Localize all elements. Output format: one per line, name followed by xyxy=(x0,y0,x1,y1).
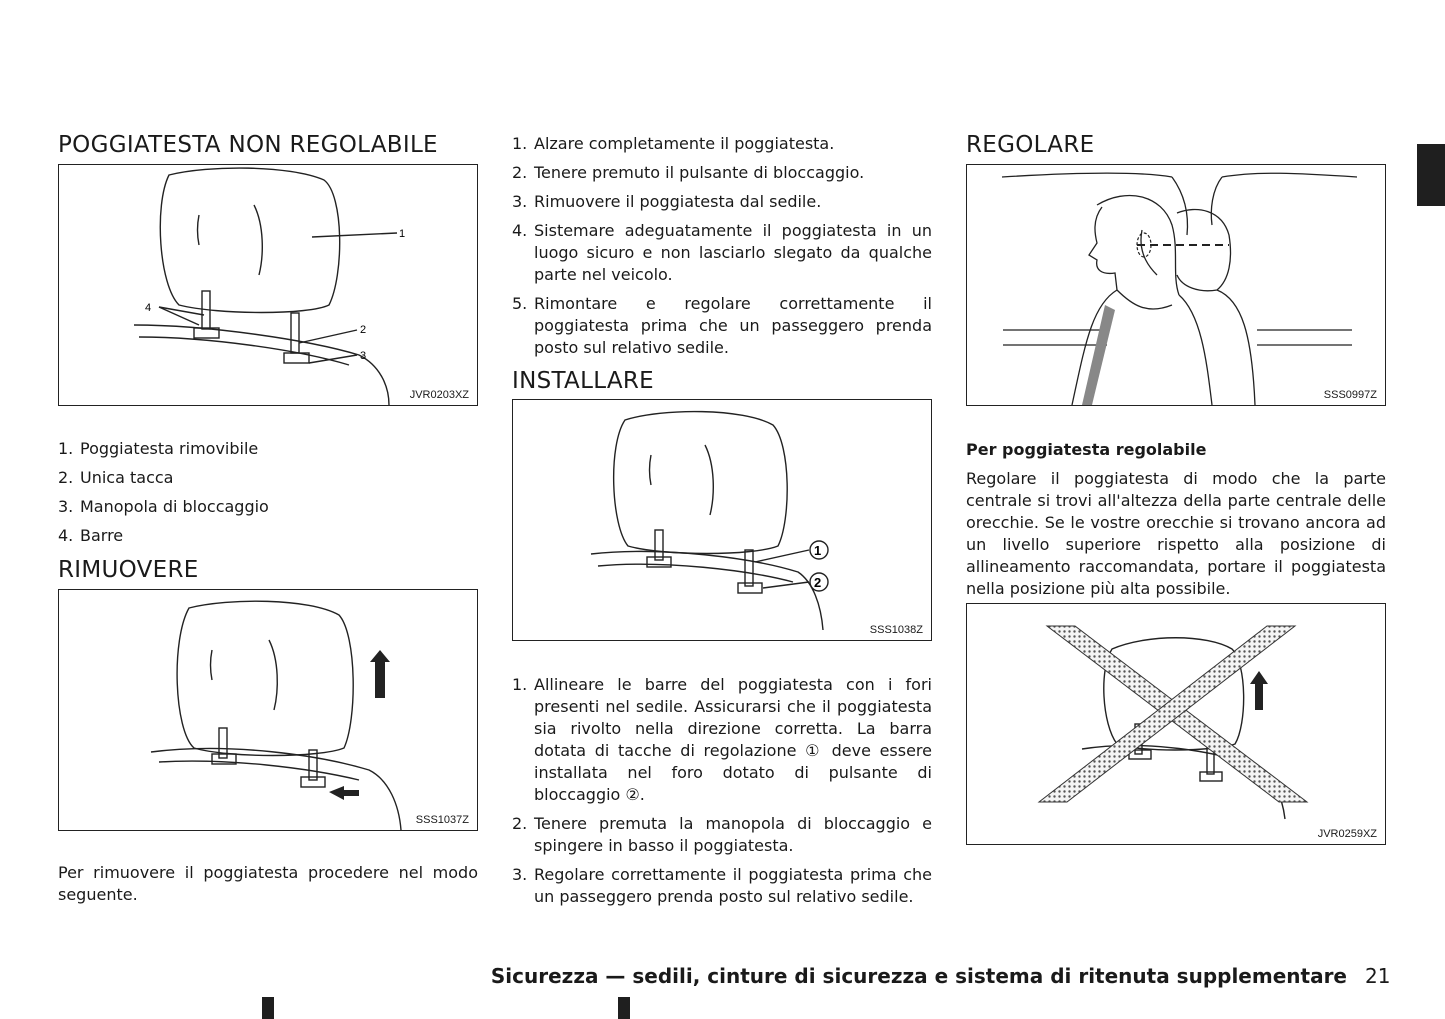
remove-intro: Per rimuovere il poggiatesta procedere nel modo seguente. xyxy=(58,863,478,904)
list-item: 4. Sistemare adeguatamente il poggiatesta in un luogo sicuro e non lasciarlo slegato da qualche parte nel veicolo. xyxy=(512,221,932,284)
figure-code: SSS1038Z xyxy=(869,624,923,636)
figure-code: SSS0997Z xyxy=(1323,389,1377,401)
install-diagram xyxy=(513,400,933,642)
remove-diagram xyxy=(59,590,479,832)
figure-code: SSS1037Z xyxy=(415,814,469,826)
list-item: 1. Allineare le barre del poggiatesta con i fori presenti nel sedile. Assicurarsi che il poggiatesta sia rivolto nella direzione corretta. La barra dotata di tacche di regolazione ① deve essere installata nel foro dotato di pulsante di bloccaggio ②. xyxy=(512,675,932,804)
list-item: 3. Rimuovere il poggiatesta dal sedile. xyxy=(512,192,822,211)
heading-install: INSTALLARE xyxy=(512,368,654,394)
list-item: 3. Regolare correttamente il poggiatesta prima che un passeggero prenda posto sul relativo sedile. xyxy=(512,865,932,906)
list-item: 2. Tenere premuta la manopola di bloccaggio e spingere in basso il poggiatesta. xyxy=(512,814,932,855)
list-item: 2. Tenere premuto il pulsante di bloccaggio. xyxy=(512,163,865,182)
legend-item: 1. Poggiatesta rimovibile xyxy=(58,439,259,458)
legend-item: 4. Barre xyxy=(58,526,124,545)
crop-mark xyxy=(262,997,274,1019)
heading-adjust: REGOLARE xyxy=(966,132,1095,158)
heading-remove: RIMUOVERE xyxy=(58,557,199,583)
list-item: 1. Alzare completamente il poggiatesta. xyxy=(512,134,835,153)
fig1-callout-3: 3 xyxy=(360,350,367,362)
fig1-callout-2: 2 xyxy=(360,324,367,336)
fig1-callout-1: 1 xyxy=(399,228,406,240)
adjust-text: Regolare il poggiatesta di modo che la parte centrale si trovi all'altezza della parte centrale delle orecchie. Se le vostre orecchie si trovano ancora ad un livello superiore rispetto alla posizione di allineamento raccomandata, portare il poggiatesta nella posizione più alta possibile. xyxy=(966,469,1386,598)
heading-fixed-headrest: POGGIATESTA NON REGOLABILE xyxy=(58,132,438,158)
crop-mark xyxy=(618,997,630,1019)
figure-code: JVR0203XZ xyxy=(409,389,469,401)
fig1-callout-4: 4 xyxy=(145,302,152,314)
legend-item: 2. Unica tacca xyxy=(58,468,174,487)
subhead-adjustable: Per poggiatesta regolabile xyxy=(966,440,1207,459)
install-steps xyxy=(512,674,932,915)
section-tab xyxy=(1417,144,1445,206)
remove-steps xyxy=(512,133,932,366)
list-item: 5. Rimontare e regolare correttamente il poggiatesta prima che un passeggero prenda posto sul relativo sedile. xyxy=(512,294,932,357)
fig3-callout-1: 1 xyxy=(814,543,822,558)
figure-code: JVR0259XZ xyxy=(1317,828,1377,840)
legend-list xyxy=(58,438,478,554)
wrong-adjust-diagram xyxy=(967,604,1387,846)
fig3-callout-2: 2 xyxy=(814,575,822,590)
figure-remove xyxy=(58,589,478,831)
footer-title: Sicurezza — sedili, cinture di sicurezza e sistema di ritenuta supplementare xyxy=(490,964,1347,988)
page-number: 21 xyxy=(1365,964,1391,988)
figure-wrong-adjust xyxy=(966,603,1386,845)
headrest-diagram xyxy=(59,165,479,407)
legend-item: 3. Manopola di bloccaggio xyxy=(58,497,269,516)
figure-install xyxy=(512,399,932,641)
adjust-diagram xyxy=(967,165,1387,407)
figure-adjust xyxy=(966,164,1386,406)
figure-fixed-headrest xyxy=(58,164,478,406)
